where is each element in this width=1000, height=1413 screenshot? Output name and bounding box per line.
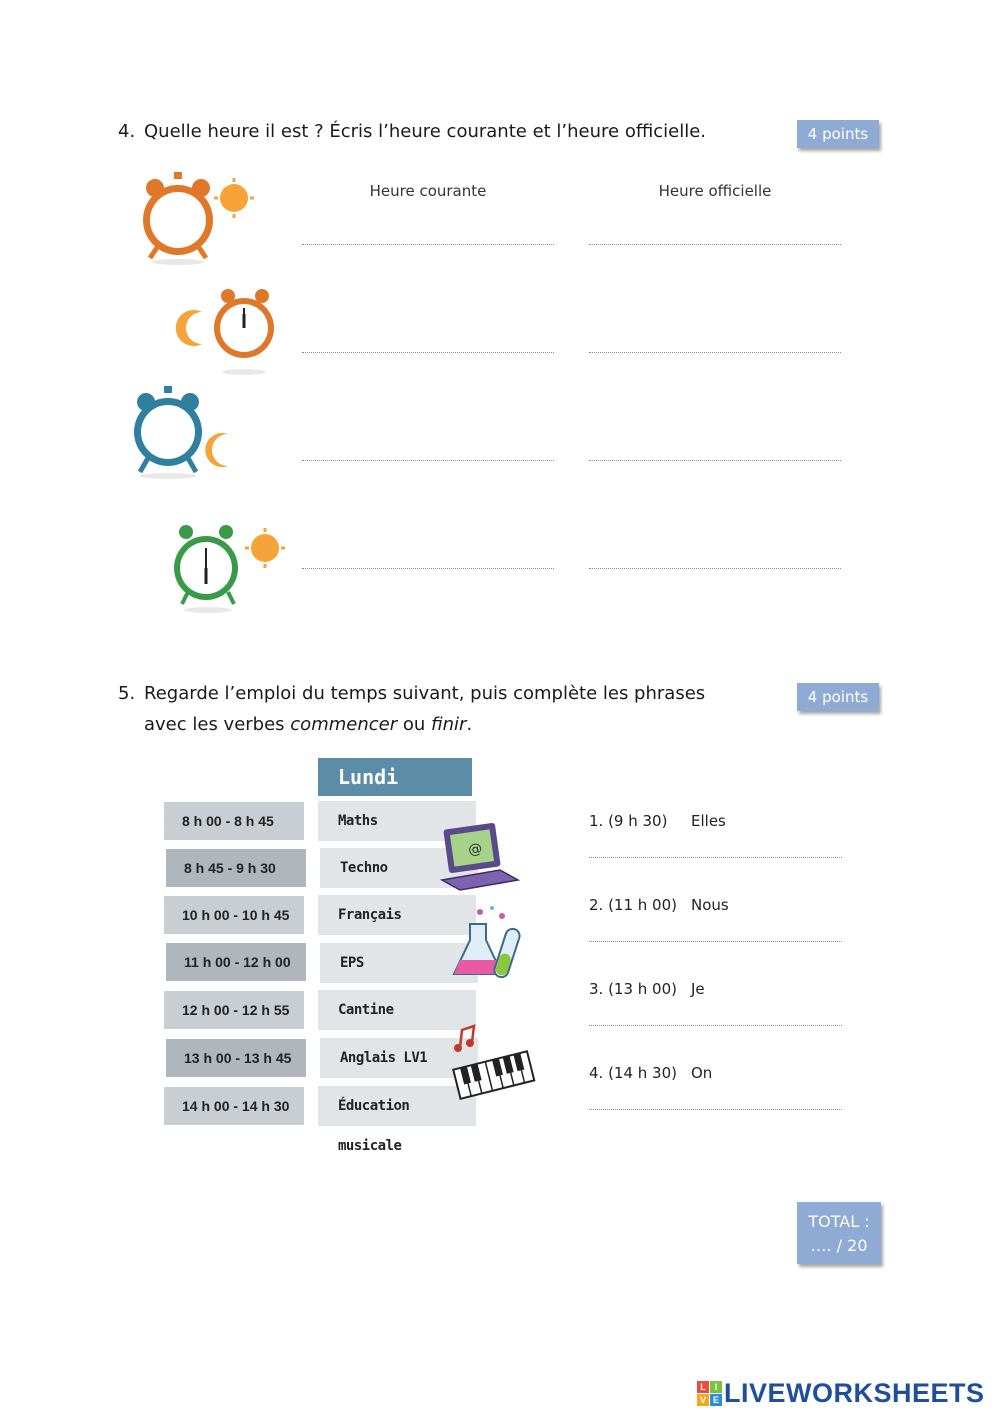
time-slot: 11 h 00 - 12 h 00: [166, 943, 306, 981]
piano-music-icon: [450, 1020, 538, 1100]
time-slot: 8 h 45 - 9 h 30: [166, 849, 306, 887]
subject-cell: Cantine: [318, 990, 476, 1030]
alarm-clock-blue-moon-icon: [126, 382, 246, 482]
sentence-pronoun: Je: [691, 980, 705, 998]
chemistry-flasks-icon: [444, 904, 528, 988]
sentence-3: [589, 980, 705, 998]
liveworksheets-logo: [697, 1376, 985, 1410]
points-badge: 4 points: [797, 683, 879, 711]
answer-line[interactable]: [302, 352, 554, 353]
question-5-title: [118, 679, 705, 709]
answer-line[interactable]: [589, 244, 841, 245]
column-header-heure-courante: Heure courante: [369, 182, 487, 200]
verb-commencer: commencer: [290, 714, 398, 735]
time-slot: 8 h 00 - 8 h 45: [164, 802, 304, 840]
laptop-icon: [438, 822, 522, 894]
column-header-heure-officielle: Heure officielle: [658, 182, 772, 200]
alarm-clock-orange-sun-icon: [138, 168, 263, 268]
svg-text:@: @: [467, 840, 484, 859]
answer-line[interactable]: [589, 1109, 842, 1110]
question-5-title-line2: [144, 710, 472, 740]
answer-line[interactable]: [589, 941, 842, 942]
answer-line[interactable]: [589, 857, 842, 858]
answer-line[interactable]: [589, 1025, 842, 1026]
question-text-line1: Regarde l’emploi du temps suivant, puis complète les phrases: [144, 683, 706, 704]
question-4-title: [118, 117, 706, 147]
sentence-pronoun: Elles: [691, 812, 726, 830]
subject-cell: Techno: [320, 848, 478, 888]
text-part: ou: [397, 714, 431, 735]
answer-line[interactable]: [589, 352, 841, 353]
sentence-label: 2. (11 h 00): [589, 896, 678, 914]
logo-letter: E: [710, 1394, 722, 1406]
answer-line[interactable]: [302, 568, 554, 569]
alarm-clock-orange-moon-icon: [172, 282, 282, 377]
logo-text: LIVEWORKSHEETS: [724, 1377, 985, 1408]
answer-line[interactable]: [302, 460, 554, 461]
subject-cell: Maths: [318, 801, 476, 841]
text-part: .: [466, 714, 473, 735]
question-number: 4.: [118, 121, 136, 142]
sentence-label: 4. (14 h 30): [589, 1064, 678, 1082]
verb-finir: finir: [431, 714, 467, 735]
sentence-1: [589, 812, 726, 830]
timetable-day-header: Lundi: [318, 758, 472, 796]
sentence-pronoun: Nous: [691, 896, 729, 914]
total-score: …. / 20: [810, 1236, 868, 1255]
points-badge: 4 points: [797, 120, 879, 148]
answer-line[interactable]: [589, 568, 841, 569]
time-slot: 10 h 00 - 10 h 45: [164, 896, 304, 934]
subject-cell: Éducation musicale: [318, 1086, 476, 1126]
sentence-pronoun: On: [691, 1064, 713, 1082]
logo-letter: I: [710, 1381, 722, 1393]
time-slot: 13 h 00 - 13 h 45: [166, 1039, 306, 1077]
sentence-label: 3. (13 h 00): [589, 980, 678, 998]
subject-cell: Français: [318, 895, 476, 935]
total-score-box: [797, 1202, 881, 1264]
total-label: TOTAL :: [808, 1212, 870, 1231]
logo-squares-icon: [697, 1381, 722, 1406]
time-slot: 12 h 00 - 12 h 55: [164, 991, 304, 1029]
sentence-2: [589, 896, 729, 914]
sentence-4: [589, 1064, 713, 1082]
question-number: 5.: [118, 683, 136, 704]
question-text: Quelle heure il est ? Écris l’heure courante et l’heure officielle.: [144, 121, 707, 142]
subject-cell: EPS: [320, 943, 478, 983]
sentence-label: 1. (9 h 30): [589, 812, 668, 830]
alarm-clock-green-sun-icon: [170, 518, 290, 616]
logo-letter: V: [697, 1394, 709, 1406]
text-part: avec les verbes: [144, 714, 291, 735]
logo-letter: L: [697, 1381, 709, 1393]
subject-cell: Anglais LV1: [320, 1038, 478, 1078]
time-slot: 14 h 00 - 14 h 30: [164, 1087, 304, 1125]
answer-line[interactable]: [302, 244, 554, 245]
answer-line[interactable]: [589, 460, 841, 461]
